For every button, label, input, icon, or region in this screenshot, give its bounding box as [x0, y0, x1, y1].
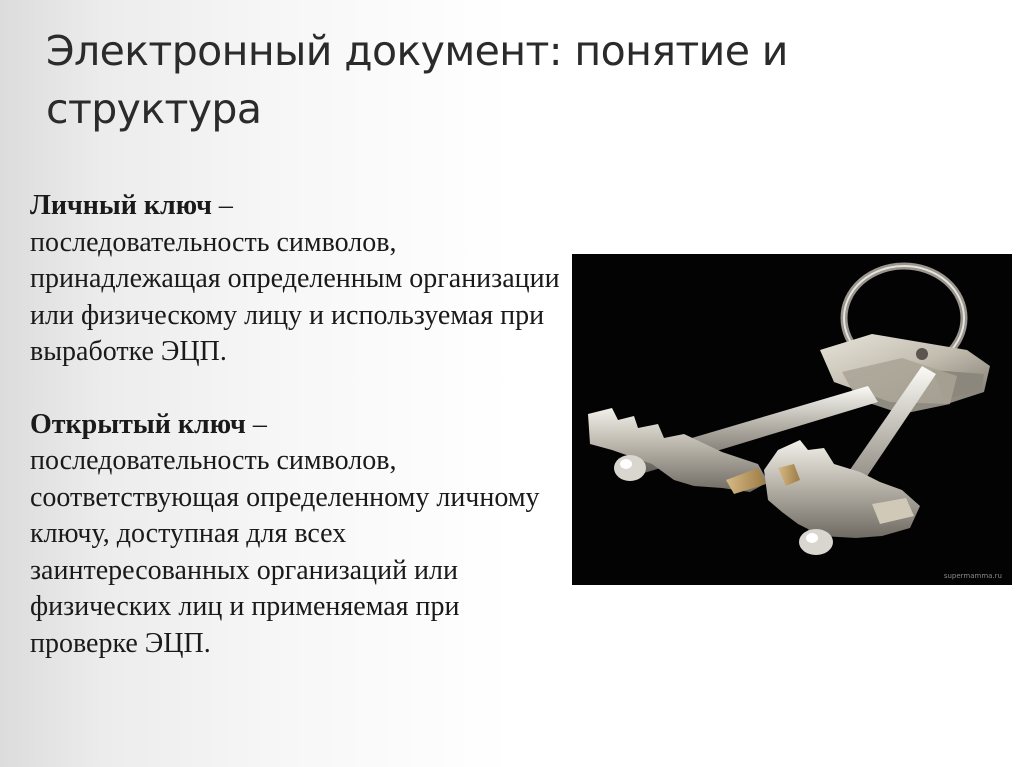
slide-title: Электронный документ: понятие и структура: [46, 27, 788, 133]
photo-watermark: supermamma.ru: [943, 572, 1002, 580]
keys-illustration: [572, 254, 1012, 585]
definition-text-private-key: последовательность символов, принадлежащая определенным организации или физическому лицу и используемая при выработке ЭЦП.: [30, 226, 560, 367]
term-dash: –: [211, 190, 233, 221]
term-public-key: Открытый ключ: [30, 408, 246, 440]
definition-text-public-key: последовательность символов, соответствующая определенному личному ключу, доступная для всех заинтересованных организаций или физических лиц и применяемая при проверке ЭЦП.: [30, 445, 540, 659]
slide-content: [30, 188, 570, 662]
term-private-key: Личный ключ: [30, 190, 212, 221]
keys-photo: [572, 254, 1012, 585]
definition-private-key: [30, 188, 570, 371]
definition-public-key: [30, 407, 570, 663]
term-dash: –: [245, 408, 267, 440]
key-bit-lower: [764, 440, 920, 538]
